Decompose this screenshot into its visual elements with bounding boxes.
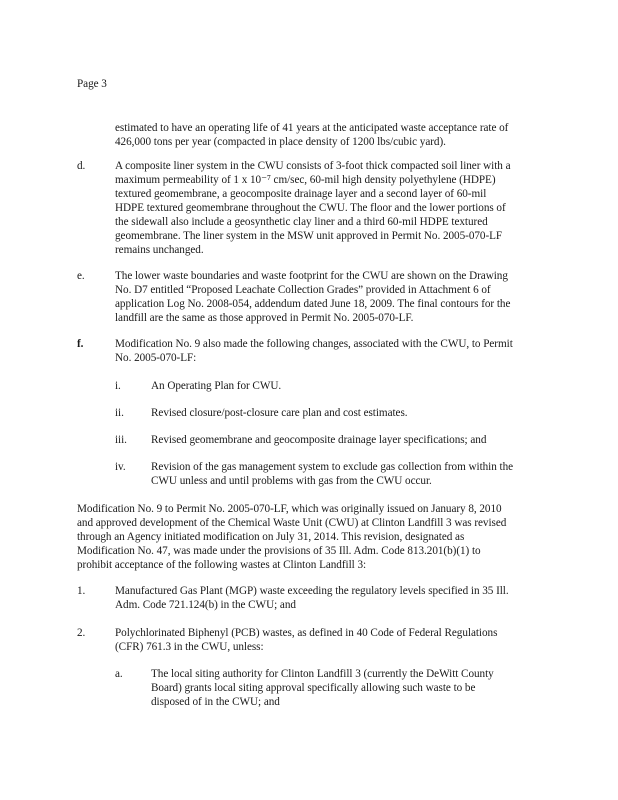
subitem-iii-marker: iii. [115,434,127,446]
item-e-line: application Log No. 2008-054, addendum dated June 18, 2009. The final contours for the [115,298,511,310]
numbered-item-2-line: Polychlorinated Biphenyl (PCB) wastes, as defined in 40 Code of Federal Regulations [115,627,498,639]
numbered-item-1-line: Adm. Code 721.124(b) in the CWU; and [115,599,296,611]
item-f-marker: f. [77,338,84,350]
item-d-line: geomembrane. The liner system in the MSW unit approved in Permit No. 2005-070-LF [115,230,503,242]
item-e-line: No. D7 entitled “Proposed Leachate Collection Grades” provided in Attachment 6 of [115,284,491,296]
subitem-ii-marker: ii. [115,407,124,419]
numbered-item-1-marker: 1. [77,585,86,597]
item-d-line: remains unchanged. [115,244,204,256]
item-d-marker: d. [77,160,86,172]
sub-a-marker: a. [115,668,123,680]
subitem-iv-marker: iv. [115,461,126,473]
modification-paragraph-line: Modification No. 9 to Permit No. 2005-070-LF, which was originally issued on January 8, 2010 [77,503,502,515]
sub-a-line: Board) grants local siting approval specifically allowing such waste to be [151,682,476,694]
subitem-ii-line: Revised closure/post-closure care plan and cost estimates. [151,407,408,419]
page-header: Page 3 [77,78,107,90]
numbered-item-2-marker: 2. [77,627,86,639]
numbered-item-1-line: Manufactured Gas Plant (MGP) waste exceeding the regulatory levels specified in 35 Ill. [115,585,509,597]
item-d-line: A composite liner system in the CWU consists of 3-foot thick compacted soil liner with a [115,160,511,172]
subitem-iii-line: Revised geomembrane and geocomposite drainage layer specifications; and [151,434,487,446]
sub-a-line: The local siting authority for Clinton Landfill 3 (currently the DeWitt County [151,668,494,680]
modification-paragraph-line: and approved development of the Chemical Waste Unit (CWU) at Clinton Landfill 3 was revised [77,517,507,529]
intro-line: 426,000 tons per year (compacted in place density of 1200 lbs/cubic yard). [115,136,446,148]
modification-paragraph-line: prohibit acceptance of the following wastes at Clinton Landfill 3: [77,559,367,571]
item-f-line: Modification No. 9 also made the following changes, associated with the CWU, to Permit [115,338,513,350]
item-f-line: No. 2005-070-LF: [115,352,197,364]
item-d-line: textured geomembrane, a geocomposite drainage layer and a second layer of 60-mil [115,188,487,200]
item-e-line: The lower waste boundaries and waste footprint for the CWU are shown on the Drawing [115,270,508,282]
intro-line: estimated to have an operating life of 41 years at the anticipated waste acceptance rate of [115,122,509,134]
item-d-line: HDPE textured geomembrane throughout the CWU. The floor and the lower portions of [115,202,506,214]
sub-a-line: disposed of in the CWU; and [151,696,280,708]
item-e-marker: e. [77,270,85,282]
subitem-i-line: An Operating Plan for CWU. [151,380,282,392]
subitem-iv-line: Revision of the gas management system to exclude gas collection from within the [151,461,514,473]
item-d-line: the sidewall also include a geosynthetic clay liner and a third 60-mil HDPE textured [115,216,488,228]
item-e-line: landfill are the same as those approved in Permit No. 2005-070-LF. [115,312,414,324]
subitem-i-marker: i. [115,380,121,392]
item-d-line: maximum permeability of 1 x 10⁻⁷ cm/sec, 60-mil high density polyethylene (HDPE) [115,174,496,186]
subitem-iv-line: CWU unless and until problems with gas from the CWU occur. [151,475,432,487]
numbered-item-2-line: (CFR) 761.3 in the CWU, unless: [115,641,264,653]
modification-paragraph-line: through an Agency initiated modification on July 31, 2014. This revision, designated as [77,531,465,543]
modification-paragraph-line: Modification No. 47, was made under the provisions of 35 Ill. Adm. Code 813.201(b)(1) to [77,545,481,557]
